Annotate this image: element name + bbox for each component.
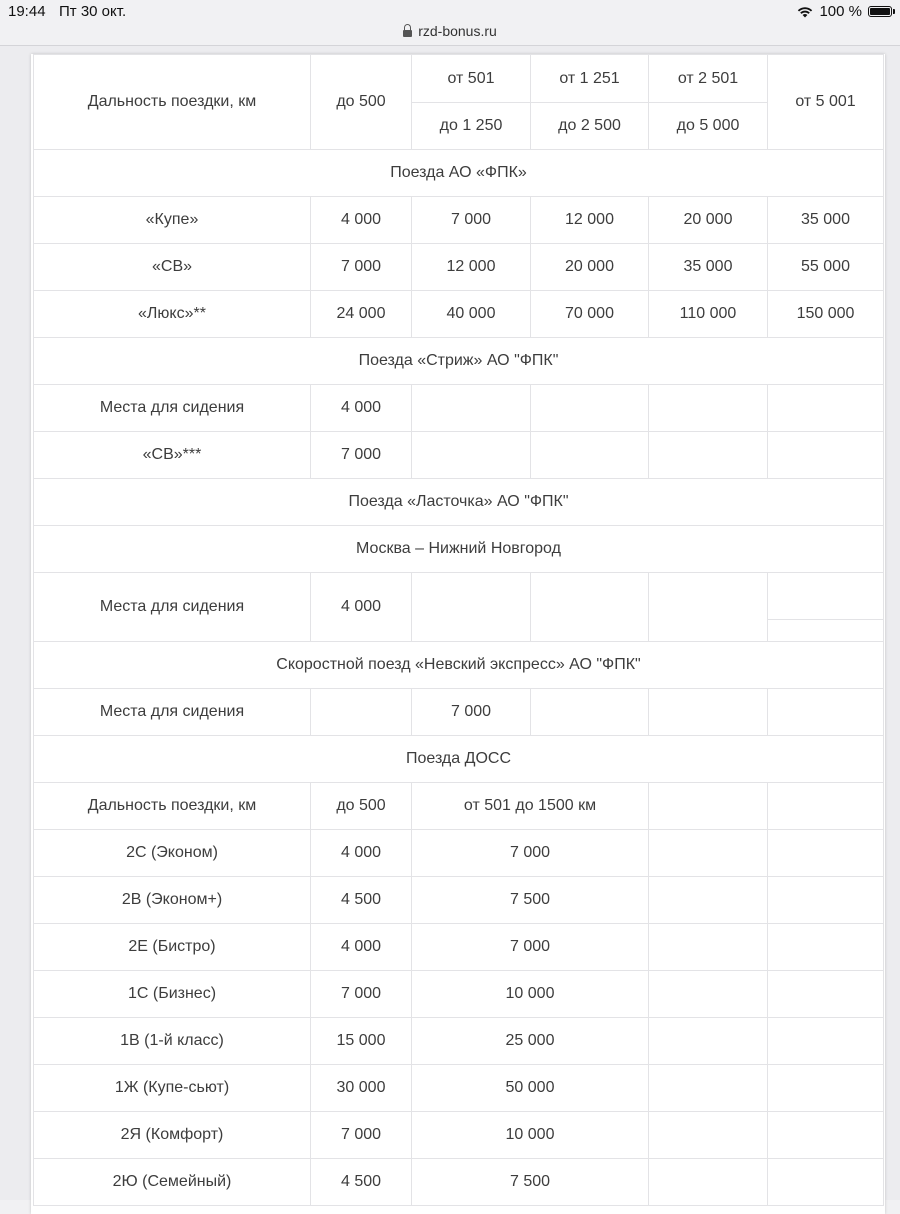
table-cell-empty bbox=[649, 783, 768, 830]
table-cell: 7 000 bbox=[311, 244, 412, 291]
table-row bbox=[34, 1065, 884, 1112]
row-label: Дальность поездки, км bbox=[34, 783, 311, 830]
table-cell: 30 000 bbox=[311, 1065, 412, 1112]
row-label: 2Я (Комфорт) bbox=[34, 1112, 311, 1159]
range-header-2-top: от 501 bbox=[447, 69, 495, 87]
row-label: «СВ»*** bbox=[34, 432, 311, 479]
section-title-lastochka: Поезда «Ласточка» АО "ФПК" bbox=[34, 479, 884, 526]
table-cell-empty bbox=[768, 971, 884, 1018]
table-cell: 7 000 bbox=[311, 1112, 412, 1159]
table-cell: 7 500 bbox=[412, 877, 649, 924]
row-label: «Люкс»** bbox=[34, 291, 311, 338]
table-cell-empty bbox=[768, 1018, 884, 1065]
table-cell: 7 000 bbox=[412, 924, 649, 971]
section-row bbox=[34, 150, 884, 197]
range-header-5: от 5 001 bbox=[768, 55, 884, 150]
table-row bbox=[34, 385, 884, 432]
table-cell: 35 000 bbox=[649, 244, 768, 291]
table-cell-empty bbox=[649, 971, 768, 1018]
table-cell: 50 000 bbox=[412, 1065, 649, 1112]
section-title-nevsky: Скоростной поезд «Невский экспресс» АО "ФПК" bbox=[34, 642, 884, 689]
table-cell: 150 000 bbox=[768, 291, 884, 338]
table-cell: до 500 bbox=[311, 783, 412, 830]
table-cell-empty bbox=[649, 1018, 768, 1065]
row-label: 2С (Эконом) bbox=[34, 830, 311, 877]
table-cell-empty bbox=[768, 830, 884, 877]
table-cell-empty bbox=[768, 1112, 884, 1159]
range-header-2 bbox=[412, 55, 531, 150]
section-title-strizh: Поезда «Стриж» АО "ФПК" bbox=[34, 338, 884, 385]
lock-icon bbox=[403, 30, 412, 37]
table-cell-empty bbox=[412, 432, 531, 479]
table-cell-empty bbox=[768, 783, 884, 830]
table-cell-empty bbox=[768, 1065, 884, 1112]
table-cell: 4 000 bbox=[311, 924, 412, 971]
table-cell: 4 000 bbox=[311, 830, 412, 877]
table-cell: 4 000 bbox=[311, 385, 412, 432]
address-bar[interactable] bbox=[0, 22, 900, 44]
section-title-fpk: Поезда АО «ФПК» bbox=[34, 150, 884, 197]
table-cell: 20 000 bbox=[531, 244, 649, 291]
table-cell: 12 000 bbox=[412, 244, 531, 291]
table-cell: 35 000 bbox=[768, 197, 884, 244]
wifi-icon bbox=[797, 6, 813, 18]
table-row bbox=[34, 689, 884, 736]
table-cell: 40 000 bbox=[412, 291, 531, 338]
table-cell: 7 000 bbox=[412, 830, 649, 877]
range-header-4-top: от 2 501 bbox=[677, 69, 739, 87]
table-cell: 4 000 bbox=[311, 197, 412, 244]
row-label: 1В (1-й класс) bbox=[34, 1018, 311, 1065]
table-row bbox=[34, 197, 884, 244]
table-cell-empty bbox=[649, 830, 768, 877]
table-row bbox=[34, 924, 884, 971]
section-title-doss: Поезда ДОСС bbox=[34, 736, 884, 783]
table-cell: 4 000 bbox=[311, 573, 412, 642]
table-cell-empty bbox=[768, 877, 884, 924]
range-header-4 bbox=[649, 55, 768, 150]
table-cell: 110 000 bbox=[649, 291, 768, 338]
table-cell-empty bbox=[768, 924, 884, 971]
table-cell: 10 000 bbox=[412, 971, 649, 1018]
range-header-2-bottom: до 1 250 bbox=[412, 102, 530, 149]
table-row bbox=[34, 830, 884, 877]
battery-percent: 100 % bbox=[819, 3, 862, 20]
content-card bbox=[31, 54, 885, 1214]
table-cell: 7 000 bbox=[311, 432, 412, 479]
table-cell-empty bbox=[531, 432, 649, 479]
row-label: «Купе» bbox=[34, 197, 311, 244]
table-row bbox=[34, 971, 884, 1018]
row-label: Места для сидения bbox=[34, 385, 311, 432]
table-cell: 4 500 bbox=[311, 877, 412, 924]
split-cell-top bbox=[768, 573, 883, 619]
section-row bbox=[34, 642, 884, 689]
table-cell: 20 000 bbox=[649, 197, 768, 244]
range-header-3 bbox=[531, 55, 649, 150]
table-cell: 4 500 bbox=[311, 1159, 412, 1206]
table-row bbox=[34, 244, 884, 291]
table-cell: 24 000 bbox=[311, 291, 412, 338]
table-row bbox=[34, 783, 884, 830]
section-row bbox=[34, 526, 884, 573]
bonus-rates-table bbox=[33, 54, 884, 1206]
table-cell-empty bbox=[311, 689, 412, 736]
table-cell: 10 000 bbox=[412, 1112, 649, 1159]
section-row bbox=[34, 736, 884, 783]
table-cell-empty bbox=[531, 573, 649, 642]
header-row bbox=[34, 55, 884, 150]
table-row bbox=[34, 1018, 884, 1065]
table-row bbox=[34, 1159, 884, 1206]
table-cell: 7 000 bbox=[311, 971, 412, 1018]
table-cell: 12 000 bbox=[531, 197, 649, 244]
web-page bbox=[0, 46, 900, 1200]
table-row bbox=[34, 1112, 884, 1159]
table-cell: 7 000 bbox=[412, 197, 531, 244]
table-cell-empty bbox=[649, 877, 768, 924]
table-cell-empty bbox=[649, 1065, 768, 1112]
table-cell-empty bbox=[649, 573, 768, 642]
table-cell-empty bbox=[531, 689, 649, 736]
status-bar bbox=[0, 0, 900, 24]
url-text[interactable]: rzd-bonus.ru bbox=[418, 23, 497, 39]
row-label: 1Ж (Купе-сьют) bbox=[34, 1065, 311, 1112]
status-time: 19:44 bbox=[8, 3, 46, 20]
table-cell-empty bbox=[768, 1159, 884, 1206]
table-row bbox=[34, 573, 884, 642]
table-cell: 15 000 bbox=[311, 1018, 412, 1065]
table-cell-empty bbox=[531, 385, 649, 432]
table-cell-empty bbox=[649, 1112, 768, 1159]
range-header-4-bottom: до 5 000 bbox=[649, 102, 767, 149]
row-label: 2Е (Бистро) bbox=[34, 924, 311, 971]
distance-header: Дальность поездки, км bbox=[34, 55, 311, 150]
range-header-3-bottom: до 2 500 bbox=[531, 102, 648, 149]
range-header-1: до 500 bbox=[311, 55, 412, 150]
table-cell: 25 000 bbox=[412, 1018, 649, 1065]
table-cell-empty bbox=[768, 573, 884, 642]
row-label: Места для сидения bbox=[34, 573, 311, 642]
route-title: Москва – Нижний Новгород bbox=[34, 526, 884, 573]
section-row bbox=[34, 479, 884, 526]
range-header-3-top: от 1 251 bbox=[559, 69, 620, 87]
section-row bbox=[34, 338, 884, 385]
row-label: 2В (Эконом+) bbox=[34, 877, 311, 924]
row-label: Места для сидения bbox=[34, 689, 311, 736]
table-cell-empty bbox=[649, 689, 768, 736]
table-cell-empty bbox=[768, 385, 884, 432]
table-cell-empty bbox=[412, 573, 531, 642]
status-right bbox=[797, 3, 892, 20]
table-row bbox=[34, 877, 884, 924]
status-date: Пт 30 окт. bbox=[59, 3, 127, 20]
table-cell-empty bbox=[649, 1159, 768, 1206]
table-cell-empty bbox=[649, 924, 768, 971]
table-cell-empty bbox=[768, 689, 884, 736]
table-cell-empty bbox=[649, 432, 768, 479]
row-label: «СВ» bbox=[34, 244, 311, 291]
table-row bbox=[34, 291, 884, 338]
battery-icon bbox=[868, 6, 892, 17]
table-cell-empty bbox=[649, 385, 768, 432]
table-cell: 55 000 bbox=[768, 244, 884, 291]
row-label: 1С (Бизнес) bbox=[34, 971, 311, 1018]
table-cell-empty bbox=[768, 432, 884, 479]
table-cell: 7 500 bbox=[412, 1159, 649, 1206]
table-row bbox=[34, 432, 884, 479]
table-cell: 70 000 bbox=[531, 291, 649, 338]
split-cell-bottom bbox=[768, 619, 883, 641]
table-cell: от 501 до 1500 км bbox=[412, 783, 649, 830]
table-cell-empty bbox=[412, 385, 531, 432]
table-cell: 7 000 bbox=[412, 689, 531, 736]
row-label: 2Ю (Семейный) bbox=[34, 1159, 311, 1206]
